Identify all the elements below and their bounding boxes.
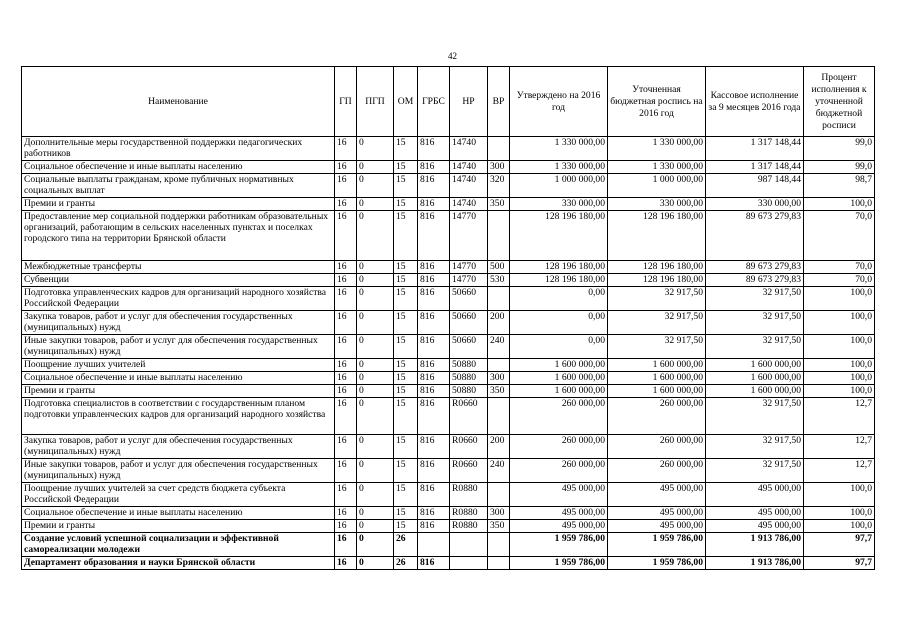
cell-nr: R0880 — [450, 507, 488, 520]
cell-cash: 1 600 000,00 — [706, 359, 804, 372]
cell-nr: R0660 — [450, 435, 488, 459]
cell-name: Подготовка управленческих кадров для организаций народного хозяйства Российской Федерации — [22, 287, 335, 311]
cell-revised: 32 917,50 — [608, 311, 706, 335]
cell-approved: 128 196 180,00 — [510, 274, 608, 287]
cell-approved: 495 000,00 — [510, 483, 608, 507]
cell-vr: 200 — [488, 311, 510, 335]
cell-gp: 16 — [335, 398, 357, 435]
cell-ppgp: 0 — [357, 507, 394, 520]
header-approved: Утверждено на 2016 год — [510, 67, 608, 137]
cell-name: Иные закупки товаров, работ и услуг для обеспечения государственных (муниципальных) нужд — [22, 459, 335, 483]
cell-gp: 16 — [335, 161, 357, 174]
cell-om: 15 — [394, 311, 418, 335]
cell-approved: 330 000,00 — [510, 198, 608, 211]
cell-vr: 500 — [488, 261, 510, 274]
cell-name: Социальные выплаты гражданам, кроме публичных нормативных социальных выплат — [22, 174, 335, 198]
cell-percent: 100,0 — [804, 507, 875, 520]
cell-gp: 16 — [335, 557, 357, 570]
cell-approved: 260 000,00 — [510, 459, 608, 483]
cell-name: Премии и гранты — [22, 520, 335, 533]
cell-om: 15 — [394, 161, 418, 174]
cell-cash: 1 913 786,00 — [706, 557, 804, 570]
cell-approved: 1 600 000,00 — [510, 385, 608, 398]
cell-ppgp: 0 — [357, 261, 394, 274]
header-gp: ГП — [335, 67, 357, 137]
cell-nr: R0880 — [450, 483, 488, 507]
cell-percent: 99,0 — [804, 161, 875, 174]
cell-nr: 50880 — [450, 372, 488, 385]
cell-nr: 14770 — [450, 211, 488, 261]
cell-cash: 32 917,50 — [706, 435, 804, 459]
table-row — [22, 435, 875, 459]
cell-ppgp: 0 — [357, 372, 394, 385]
cell-percent: 100,0 — [804, 520, 875, 533]
cell-grbs: 816 — [418, 211, 450, 261]
cell-cash: 1 600 000,00 — [706, 372, 804, 385]
cell-ppgp: 0 — [357, 211, 394, 261]
cell-name: Субвенции — [22, 274, 335, 287]
cell-grbs: 816 — [418, 520, 450, 533]
cell-revised: 128 196 180,00 — [608, 274, 706, 287]
cell-vr — [488, 211, 510, 261]
cell-revised: 260 000,00 — [608, 398, 706, 435]
cell-name: Премии и гранты — [22, 198, 335, 211]
table-row — [22, 211, 875, 261]
table-header-row — [22, 67, 875, 137]
cell-nr: 50660 — [450, 287, 488, 311]
cell-om: 15 — [394, 435, 418, 459]
header-vr: ВР — [488, 67, 510, 137]
cell-percent: 12,7 — [804, 459, 875, 483]
cell-revised: 260 000,00 — [608, 459, 706, 483]
cell-revised: 1 959 786,00 — [608, 533, 706, 557]
cell-gp: 16 — [335, 137, 357, 161]
cell-revised: 1 600 000,00 — [608, 372, 706, 385]
cell-grbs: 816 — [418, 385, 450, 398]
header-percent: Процент исполнения к уточненной бюджетной росписи — [804, 67, 875, 137]
cell-name: Межбюджетные трансферты — [22, 261, 335, 274]
cell-gp: 16 — [335, 459, 357, 483]
cell-revised: 330 000,00 — [608, 198, 706, 211]
cell-ppgp: 0 — [357, 385, 394, 398]
cell-gp: 16 — [335, 520, 357, 533]
cell-name: Поощрение лучших учителей за счет средств бюджета субъекта Российской Федерации — [22, 483, 335, 507]
cell-nr: 14770 — [450, 274, 488, 287]
cell-revised: 32 917,50 — [608, 287, 706, 311]
table-row — [22, 483, 875, 507]
cell-grbs: 816 — [418, 161, 450, 174]
cell-grbs: 816 — [418, 372, 450, 385]
cell-cash: 1 317 148,44 — [706, 137, 804, 161]
cell-grbs: 816 — [418, 137, 450, 161]
cell-vr: 240 — [488, 335, 510, 359]
cell-percent: 100,0 — [804, 287, 875, 311]
table-row — [22, 287, 875, 311]
cell-nr: R0880 — [450, 520, 488, 533]
cell-vr: 530 — [488, 274, 510, 287]
cell-name: Закупка товаров, работ и услуг для обеспечения государственных (муниципальных) нужд — [22, 435, 335, 459]
cell-gp: 16 — [335, 274, 357, 287]
cell-nr: 14740 — [450, 198, 488, 211]
cell-gp: 16 — [335, 211, 357, 261]
cell-vr: 240 — [488, 459, 510, 483]
cell-om: 15 — [394, 287, 418, 311]
cell-om: 15 — [394, 520, 418, 533]
cell-name: Социальное обеспечение и иные выплаты населению — [22, 372, 335, 385]
cell-om: 15 — [394, 372, 418, 385]
cell-name: Премии и гранты — [22, 385, 335, 398]
cell-approved: 0,00 — [510, 311, 608, 335]
cell-name: Социальное обеспечение и иные выплаты населению — [22, 161, 335, 174]
cell-grbs: 816 — [418, 435, 450, 459]
cell-om: 15 — [394, 335, 418, 359]
cell-approved: 260 000,00 — [510, 435, 608, 459]
cell-revised: 495 000,00 — [608, 483, 706, 507]
cell-percent: 100,0 — [804, 359, 875, 372]
cell-percent: 97,7 — [804, 557, 875, 570]
cell-cash: 330 000,00 — [706, 198, 804, 211]
table-row — [22, 398, 875, 435]
cell-nr — [450, 557, 488, 570]
cell-ppgp: 0 — [357, 335, 394, 359]
cell-name: Социальное обеспечение и иные выплаты населению — [22, 507, 335, 520]
cell-percent: 100,0 — [804, 385, 875, 398]
cell-cash: 987 148,44 — [706, 174, 804, 198]
cell-om: 15 — [394, 507, 418, 520]
cell-vr — [488, 287, 510, 311]
cell-vr: 300 — [488, 161, 510, 174]
cell-ppgp: 0 — [357, 533, 394, 557]
cell-cash: 32 917,50 — [706, 335, 804, 359]
cell-name: Создание условий успешной социализации и эффективной самореализации молодежи — [22, 533, 335, 557]
cell-gp: 16 — [335, 198, 357, 211]
cell-vr — [488, 137, 510, 161]
cell-om: 26 — [394, 557, 418, 570]
cell-ppgp: 0 — [357, 359, 394, 372]
cell-nr: 50880 — [450, 359, 488, 372]
cell-om: 15 — [394, 211, 418, 261]
cell-grbs: 816 — [418, 198, 450, 211]
table-row — [22, 174, 875, 198]
cell-cash: 495 000,00 — [706, 483, 804, 507]
cell-percent: 12,7 — [804, 398, 875, 435]
cell-grbs — [418, 533, 450, 557]
cell-approved: 1 600 000,00 — [510, 372, 608, 385]
cell-revised: 1 330 000,00 — [608, 161, 706, 174]
cell-vr: 300 — [488, 507, 510, 520]
cell-ppgp: 0 — [357, 287, 394, 311]
cell-grbs: 816 — [418, 311, 450, 335]
header-nr: НР — [450, 67, 488, 137]
cell-gp: 16 — [335, 335, 357, 359]
cell-om: 15 — [394, 174, 418, 198]
header-cash: Кассовое исполнение за 9 месяцев 2016 года — [706, 67, 804, 137]
cell-gp: 16 — [335, 359, 357, 372]
cell-approved: 1 330 000,00 — [510, 137, 608, 161]
cell-gp: 16 — [335, 483, 357, 507]
cell-revised: 495 000,00 — [608, 507, 706, 520]
cell-vr: 200 — [488, 435, 510, 459]
cell-om: 15 — [394, 261, 418, 274]
cell-approved: 0,00 — [510, 287, 608, 311]
cell-vr — [488, 398, 510, 435]
cell-vr — [488, 483, 510, 507]
cell-revised: 128 196 180,00 — [608, 211, 706, 261]
cell-grbs: 816 — [418, 557, 450, 570]
table-row — [22, 261, 875, 274]
cell-ppgp: 0 — [357, 435, 394, 459]
cell-vr — [488, 557, 510, 570]
cell-om: 15 — [394, 459, 418, 483]
cell-vr — [488, 359, 510, 372]
cell-cash: 1 913 786,00 — [706, 533, 804, 557]
cell-om: 15 — [394, 137, 418, 161]
header-ppgp: ПГП — [357, 67, 394, 137]
cell-approved: 260 000,00 — [510, 398, 608, 435]
cell-revised: 1 330 000,00 — [608, 137, 706, 161]
cell-gp: 16 — [335, 507, 357, 520]
cell-approved: 495 000,00 — [510, 520, 608, 533]
cell-vr: 350 — [488, 198, 510, 211]
table-body — [22, 137, 875, 570]
cell-grbs: 816 — [418, 483, 450, 507]
cell-grbs: 816 — [418, 335, 450, 359]
cell-om: 15 — [394, 385, 418, 398]
cell-om: 15 — [394, 359, 418, 372]
cell-name: Иные закупки товаров, работ и услуг для обеспечения государственных (муниципальных) нужд — [22, 335, 335, 359]
cell-revised: 128 196 180,00 — [608, 261, 706, 274]
cell-approved: 495 000,00 — [510, 507, 608, 520]
cell-grbs: 816 — [418, 398, 450, 435]
cell-name: Департамент образования и науки Брянской области — [22, 557, 335, 570]
table-row — [22, 372, 875, 385]
cell-grbs: 816 — [418, 287, 450, 311]
cell-approved: 128 196 180,00 — [510, 261, 608, 274]
cell-grbs: 816 — [418, 507, 450, 520]
cell-percent: 98,7 — [804, 174, 875, 198]
cell-name: Поощрение лучших учителей — [22, 359, 335, 372]
cell-name: Подготовка специалистов в соответствии с государственным планом подготовки управленческих кадров для организаций народного хозяйства — [22, 398, 335, 435]
cell-approved: 1 330 000,00 — [510, 161, 608, 174]
cell-vr — [488, 533, 510, 557]
cell-om: 15 — [394, 198, 418, 211]
cell-grbs: 816 — [418, 174, 450, 198]
cell-approved: 1 000 000,00 — [510, 174, 608, 198]
cell-percent: 100,0 — [804, 198, 875, 211]
cell-nr: 50660 — [450, 311, 488, 335]
cell-revised: 1 959 786,00 — [608, 557, 706, 570]
cell-gp: 16 — [335, 287, 357, 311]
table-row — [22, 359, 875, 372]
cell-nr — [450, 533, 488, 557]
cell-cash: 32 917,50 — [706, 398, 804, 435]
cell-percent: 100,0 — [804, 483, 875, 507]
cell-cash: 1 317 148,44 — [706, 161, 804, 174]
cell-revised: 260 000,00 — [608, 435, 706, 459]
cell-vr: 320 — [488, 174, 510, 198]
table-row — [22, 533, 875, 557]
cell-nr: 50660 — [450, 335, 488, 359]
cell-name: Дополнительные меры государственной поддержки педагогических работников — [22, 137, 335, 161]
cell-nr: 14740 — [450, 161, 488, 174]
cell-cash: 89 673 279,83 — [706, 274, 804, 287]
cell-nr: 14770 — [450, 261, 488, 274]
cell-revised: 1 600 000,00 — [608, 385, 706, 398]
cell-gp: 16 — [335, 533, 357, 557]
cell-ppgp: 0 — [357, 198, 394, 211]
cell-percent: 70,0 — [804, 274, 875, 287]
cell-om: 15 — [394, 398, 418, 435]
table-row — [22, 385, 875, 398]
cell-cash: 32 917,50 — [706, 287, 804, 311]
cell-gp: 16 — [335, 372, 357, 385]
cell-nr: 50880 — [450, 385, 488, 398]
cell-percent: 97,7 — [804, 533, 875, 557]
header-om: ОМ — [394, 67, 418, 137]
cell-om: 26 — [394, 533, 418, 557]
cell-om: 15 — [394, 274, 418, 287]
cell-om: 15 — [394, 483, 418, 507]
table-row — [22, 335, 875, 359]
cell-grbs: 816 — [418, 459, 450, 483]
cell-ppgp: 0 — [357, 483, 394, 507]
table-row — [22, 557, 875, 570]
cell-grbs: 816 — [418, 274, 450, 287]
cell-nr: 14740 — [450, 174, 488, 198]
cell-nr: R0660 — [450, 398, 488, 435]
cell-cash: 89 673 279,83 — [706, 211, 804, 261]
table-row — [22, 274, 875, 287]
cell-name: Закупка товаров, работ и услуг для обеспечения государственных (муниципальных) нужд — [22, 311, 335, 335]
cell-cash: 495 000,00 — [706, 520, 804, 533]
cell-approved: 0,00 — [510, 335, 608, 359]
cell-percent: 70,0 — [804, 211, 875, 261]
cell-approved: 128 196 180,00 — [510, 211, 608, 261]
cell-ppgp: 0 — [357, 274, 394, 287]
table-row — [22, 507, 875, 520]
cell-gp: 16 — [335, 311, 357, 335]
cell-gp: 16 — [335, 261, 357, 274]
header-name: Наименование — [22, 67, 335, 137]
cell-ppgp: 0 — [357, 137, 394, 161]
cell-gp: 16 — [335, 385, 357, 398]
cell-cash: 89 673 279,83 — [706, 261, 804, 274]
cell-revised: 1 600 000,00 — [608, 359, 706, 372]
cell-approved: 1 600 000,00 — [510, 359, 608, 372]
cell-vr: 350 — [488, 385, 510, 398]
cell-vr: 350 — [488, 520, 510, 533]
cell-vr: 300 — [488, 372, 510, 385]
cell-grbs: 816 — [418, 359, 450, 372]
cell-ppgp: 0 — [357, 174, 394, 198]
cell-nr: R0660 — [450, 459, 488, 483]
cell-cash: 32 917,50 — [706, 459, 804, 483]
cell-ppgp: 0 — [357, 557, 394, 570]
cell-name: Предоставление мер социальной поддержки работникам образовательных организаций, работающим в сельских населенных пунктах и поселках городского типа на территории Брянской области — [22, 211, 335, 261]
cell-nr: 14740 — [450, 137, 488, 161]
cell-ppgp: 0 — [357, 459, 394, 483]
cell-revised: 495 000,00 — [608, 520, 706, 533]
cell-revised: 1 000 000,00 — [608, 174, 706, 198]
cell-percent: 100,0 — [804, 311, 875, 335]
cell-gp: 16 — [335, 174, 357, 198]
table-row — [22, 459, 875, 483]
table-row — [22, 198, 875, 211]
budget-execution-table — [21, 66, 875, 570]
table-row — [22, 161, 875, 174]
table-row — [22, 311, 875, 335]
cell-percent: 100,0 — [804, 335, 875, 359]
header-grbs: ГРБС — [418, 67, 450, 137]
cell-approved: 1 959 786,00 — [510, 533, 608, 557]
cell-ppgp: 0 — [357, 520, 394, 533]
cell-grbs: 816 — [418, 261, 450, 274]
table-row — [22, 137, 875, 161]
table-row — [22, 520, 875, 533]
cell-cash: 1 600 000,00 — [706, 385, 804, 398]
cell-revised: 32 917,50 — [608, 335, 706, 359]
cell-gp: 16 — [335, 435, 357, 459]
cell-percent: 100,0 — [804, 372, 875, 385]
cell-percent: 70,0 — [804, 261, 875, 274]
cell-percent: 12,7 — [804, 435, 875, 459]
cell-ppgp: 0 — [357, 311, 394, 335]
cell-ppgp: 0 — [357, 398, 394, 435]
cell-cash: 32 917,50 — [706, 311, 804, 335]
cell-approved: 1 959 786,00 — [510, 557, 608, 570]
header-revised: Уточненная бюджетная роспись на 2016 год — [608, 67, 706, 137]
cell-cash: 495 000,00 — [706, 507, 804, 520]
cell-ppgp: 0 — [357, 161, 394, 174]
cell-percent: 99,0 — [804, 137, 875, 161]
page-number: 42 — [448, 51, 457, 61]
